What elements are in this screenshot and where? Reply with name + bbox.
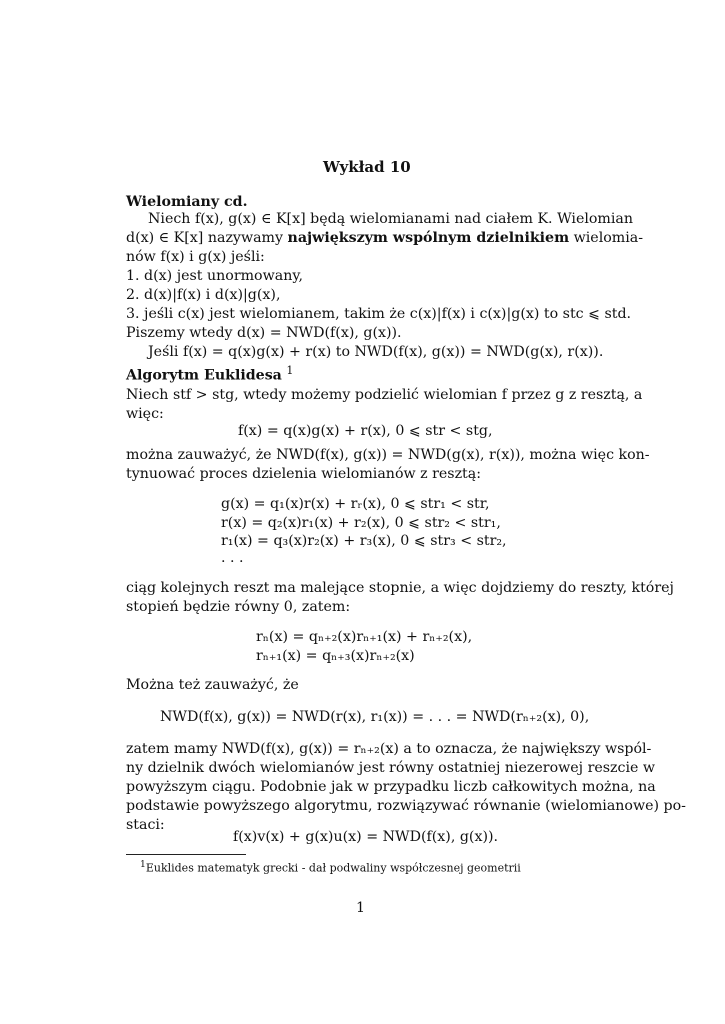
para4-line: Można też zauważyć, że bbox=[126, 677, 299, 693]
equation-gcd-chain: NWD(f(x), g(x)) = NWD(r(x), r₁(x)) = . . . = NWD(rₙ₊₂(x), 0), bbox=[160, 709, 590, 725]
para5-line-4: podstawie powyższego algorytmu, rozwiązywać równanie (wielomianowe) po- bbox=[126, 798, 686, 814]
intro-line-1: Niech f(x), g(x) ∈ K[x] będą wielomianami nad ciałem K. Wielomian bbox=[148, 211, 634, 227]
para3-line-2: stopień będzie równy 0, zatem: bbox=[126, 599, 351, 615]
para5-line-5: staci: bbox=[126, 817, 165, 833]
footnote-rule bbox=[126, 854, 246, 855]
equation-division: f(x) = q(x)g(x) + r(x), 0 ⩽ str < stg, bbox=[238, 423, 493, 439]
intro-line-2-text: d(x) ∈ K[x] nazywamy bbox=[126, 230, 288, 246]
equation-last-remainder-2: rₙ₊₁(x) = qₙ₊₃(x)rₙ₊₂(x) bbox=[256, 648, 415, 664]
section-heading: Wielomiany cd. bbox=[126, 194, 248, 210]
para5-line-2: ny dzielnik dwóch wielomianów jest równy ostatniej niezerowej reszcie w bbox=[126, 760, 656, 776]
equation-system-line-2: r(x) = q₂(x)r₁(x) + r₂(x), 0 ⩽ str₂ < str₁, bbox=[221, 515, 501, 531]
condition-3: 3. jeśli c(x) jest wielomianem, takim że c(x)|f(x) i c(x)|g(x) to stc ⩽ std. bbox=[126, 306, 632, 322]
condition-1: 1. d(x) jest unormowany, bbox=[126, 268, 303, 284]
para3-line-1: ciąg kolejnych reszt ma malejące stopnie, a więc dojdziemy do reszty, której bbox=[126, 580, 674, 596]
equation-final: f(x)v(x) + g(x)u(x) = NWD(f(x), g(x)). bbox=[233, 829, 499, 845]
footnote-mark: 1 bbox=[140, 859, 146, 870]
equation-system-line-3: r₁(x) = q₃(x)r₂(x) + r₃(x), 0 ⩽ str₃ < str₂, bbox=[221, 533, 507, 549]
page-number: 1 bbox=[356, 900, 366, 916]
lecture-title: Wykład 10 bbox=[323, 158, 411, 176]
lemma-line: Jeśli f(x) = q(x)g(x) + r(x) to NWD(f(x), g(x)) = NWD(g(x), r(x)). bbox=[148, 344, 604, 360]
para1-line-1: Niech stf > stg, wtedy możemy podzielić wielomian f przez g z resztą, a bbox=[126, 387, 643, 403]
para5-line-1: zatem mamy NWD(f(x), g(x)) = rₙ₊₂(x) a to oznacza, że największy wspól- bbox=[126, 741, 652, 757]
equation-system-ellipsis: . . . bbox=[221, 550, 244, 566]
equation-last-remainder-1: rₙ(x) = qₙ₊₂(x)rₙ₊₁(x) + rₙ₊₂(x), bbox=[256, 629, 473, 645]
intro-line-2-end: wielomia- bbox=[569, 230, 644, 246]
algorithm-heading: Algorytm Euklidesa bbox=[126, 367, 282, 384]
notation-line: Piszemy wtedy d(x) = NWD(f(x), g(x)). bbox=[126, 325, 402, 341]
footnote bbox=[140, 856, 521, 878]
condition-2: 2. d(x)|f(x) i d(x)|g(x), bbox=[126, 287, 281, 303]
gcd-term: największym wspólnym dzielnikiem bbox=[287, 230, 570, 246]
footnote-reference: 1 bbox=[286, 364, 294, 377]
intro-line-2 bbox=[126, 229, 644, 247]
para2-line-1: można zauważyć, że NWD(f(x), g(x)) = NWD(g(x), r(x)), można więc kon- bbox=[126, 447, 650, 463]
para5-line-3: powyższym ciągu. Podobnie jak w przypadku liczb całkowitych można, na bbox=[126, 779, 656, 795]
algorithm-heading-line bbox=[126, 362, 293, 385]
intro-line-3: nów f(x) i g(x) jeśli: bbox=[126, 249, 265, 265]
equation-system-line-1: g(x) = q₁(x)r(x) + rᵣ(x), 0 ⩽ str₁ < str, bbox=[221, 496, 490, 512]
para1-line-2: więc: bbox=[126, 406, 164, 422]
footnote-text: Euklides matematyk grecki - dał podwaliny współczesnej geometrii bbox=[145, 861, 521, 875]
para2-line-2: tynuować proces dzielenia wielomianów z resztą: bbox=[126, 466, 481, 482]
